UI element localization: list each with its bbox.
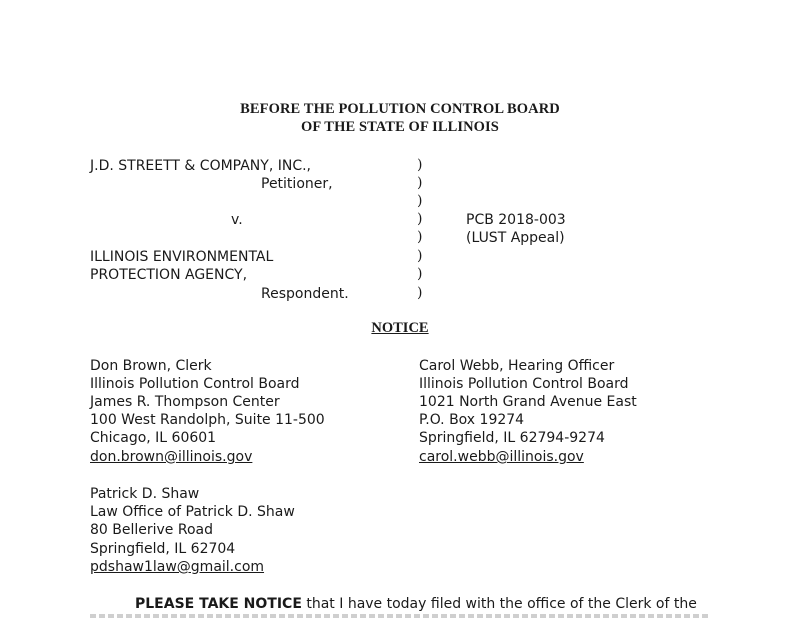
counsel-street: 80 Bellerive Road: [90, 522, 213, 538]
board-heading-line2: OF THE STATE OF ILLINOIS: [301, 119, 499, 135]
hearing-officer-box: P.O. Box 19274: [419, 412, 525, 428]
hearing-officer-street: 1021 North Grand Avenue East: [419, 394, 637, 410]
notice-title-text: NOTICE: [371, 320, 429, 336]
notice-lead: PLEASE TAKE NOTICE: [135, 596, 302, 612]
respondent-name-line2: PROTECTION AGENCY,: [90, 267, 248, 283]
notice-paragraph: [90, 595, 710, 613]
hearing-officer-org: Illinois Pollution Control Board: [419, 376, 629, 392]
caption-paren: ): [417, 248, 423, 264]
petitioner-role: Petitioner,: [261, 176, 333, 192]
hearing-officer-city: Springfield, IL 62794-9274: [419, 430, 605, 446]
clerk-city: Chicago, IL 60601: [90, 430, 217, 446]
hearing-officer-email-link[interactable]: carol.webb@illinois.gov: [419, 449, 584, 465]
notice-title: [0, 320, 800, 337]
caption-paren: ): [417, 266, 423, 282]
caption-paren: ): [417, 229, 423, 245]
versus-label: v.: [231, 212, 243, 228]
caption-paren: ): [417, 157, 423, 173]
case-number: PCB 2018-003: [466, 212, 566, 228]
notice-text: that I have today filed with the office of the Clerk of the: [301, 596, 697, 612]
caption-paren: ): [417, 193, 423, 209]
clerk-org: Illinois Pollution Control Board: [90, 376, 300, 392]
counsel-city: Springfield, IL 62704: [90, 541, 236, 557]
board-heading-line1: BEFORE THE POLLUTION CONTROL BOARD: [240, 101, 560, 117]
caption-paren: ): [417, 175, 423, 191]
caption-paren: ): [417, 211, 423, 227]
counsel-org: Law Office of Patrick D. Shaw: [90, 504, 295, 520]
case-type: (LUST Appeal): [466, 230, 565, 246]
hearing-officer-name: Carol Webb, Hearing Officer: [419, 358, 615, 374]
clerk-street: 100 West Randolph, Suite 11-500: [90, 412, 325, 428]
counsel-email-link[interactable]: pdshaw1law@gmail.com: [90, 559, 265, 575]
cut-off-next-line: [90, 614, 710, 618]
clerk-email-link[interactable]: don.brown@illinois.gov: [90, 449, 253, 465]
counsel-name: Patrick D. Shaw: [90, 486, 200, 502]
caption-paren: ): [417, 285, 423, 301]
petitioner-name: J.D. STREETT & COMPANY, INC.,: [90, 158, 311, 174]
clerk-name: Don Brown, Clerk: [90, 358, 212, 374]
respondent-role: Respondent.: [261, 286, 349, 302]
clerk-building: James R. Thompson Center: [90, 394, 280, 410]
respondent-name-line1: ILLINOIS ENVIRONMENTAL: [90, 249, 274, 265]
